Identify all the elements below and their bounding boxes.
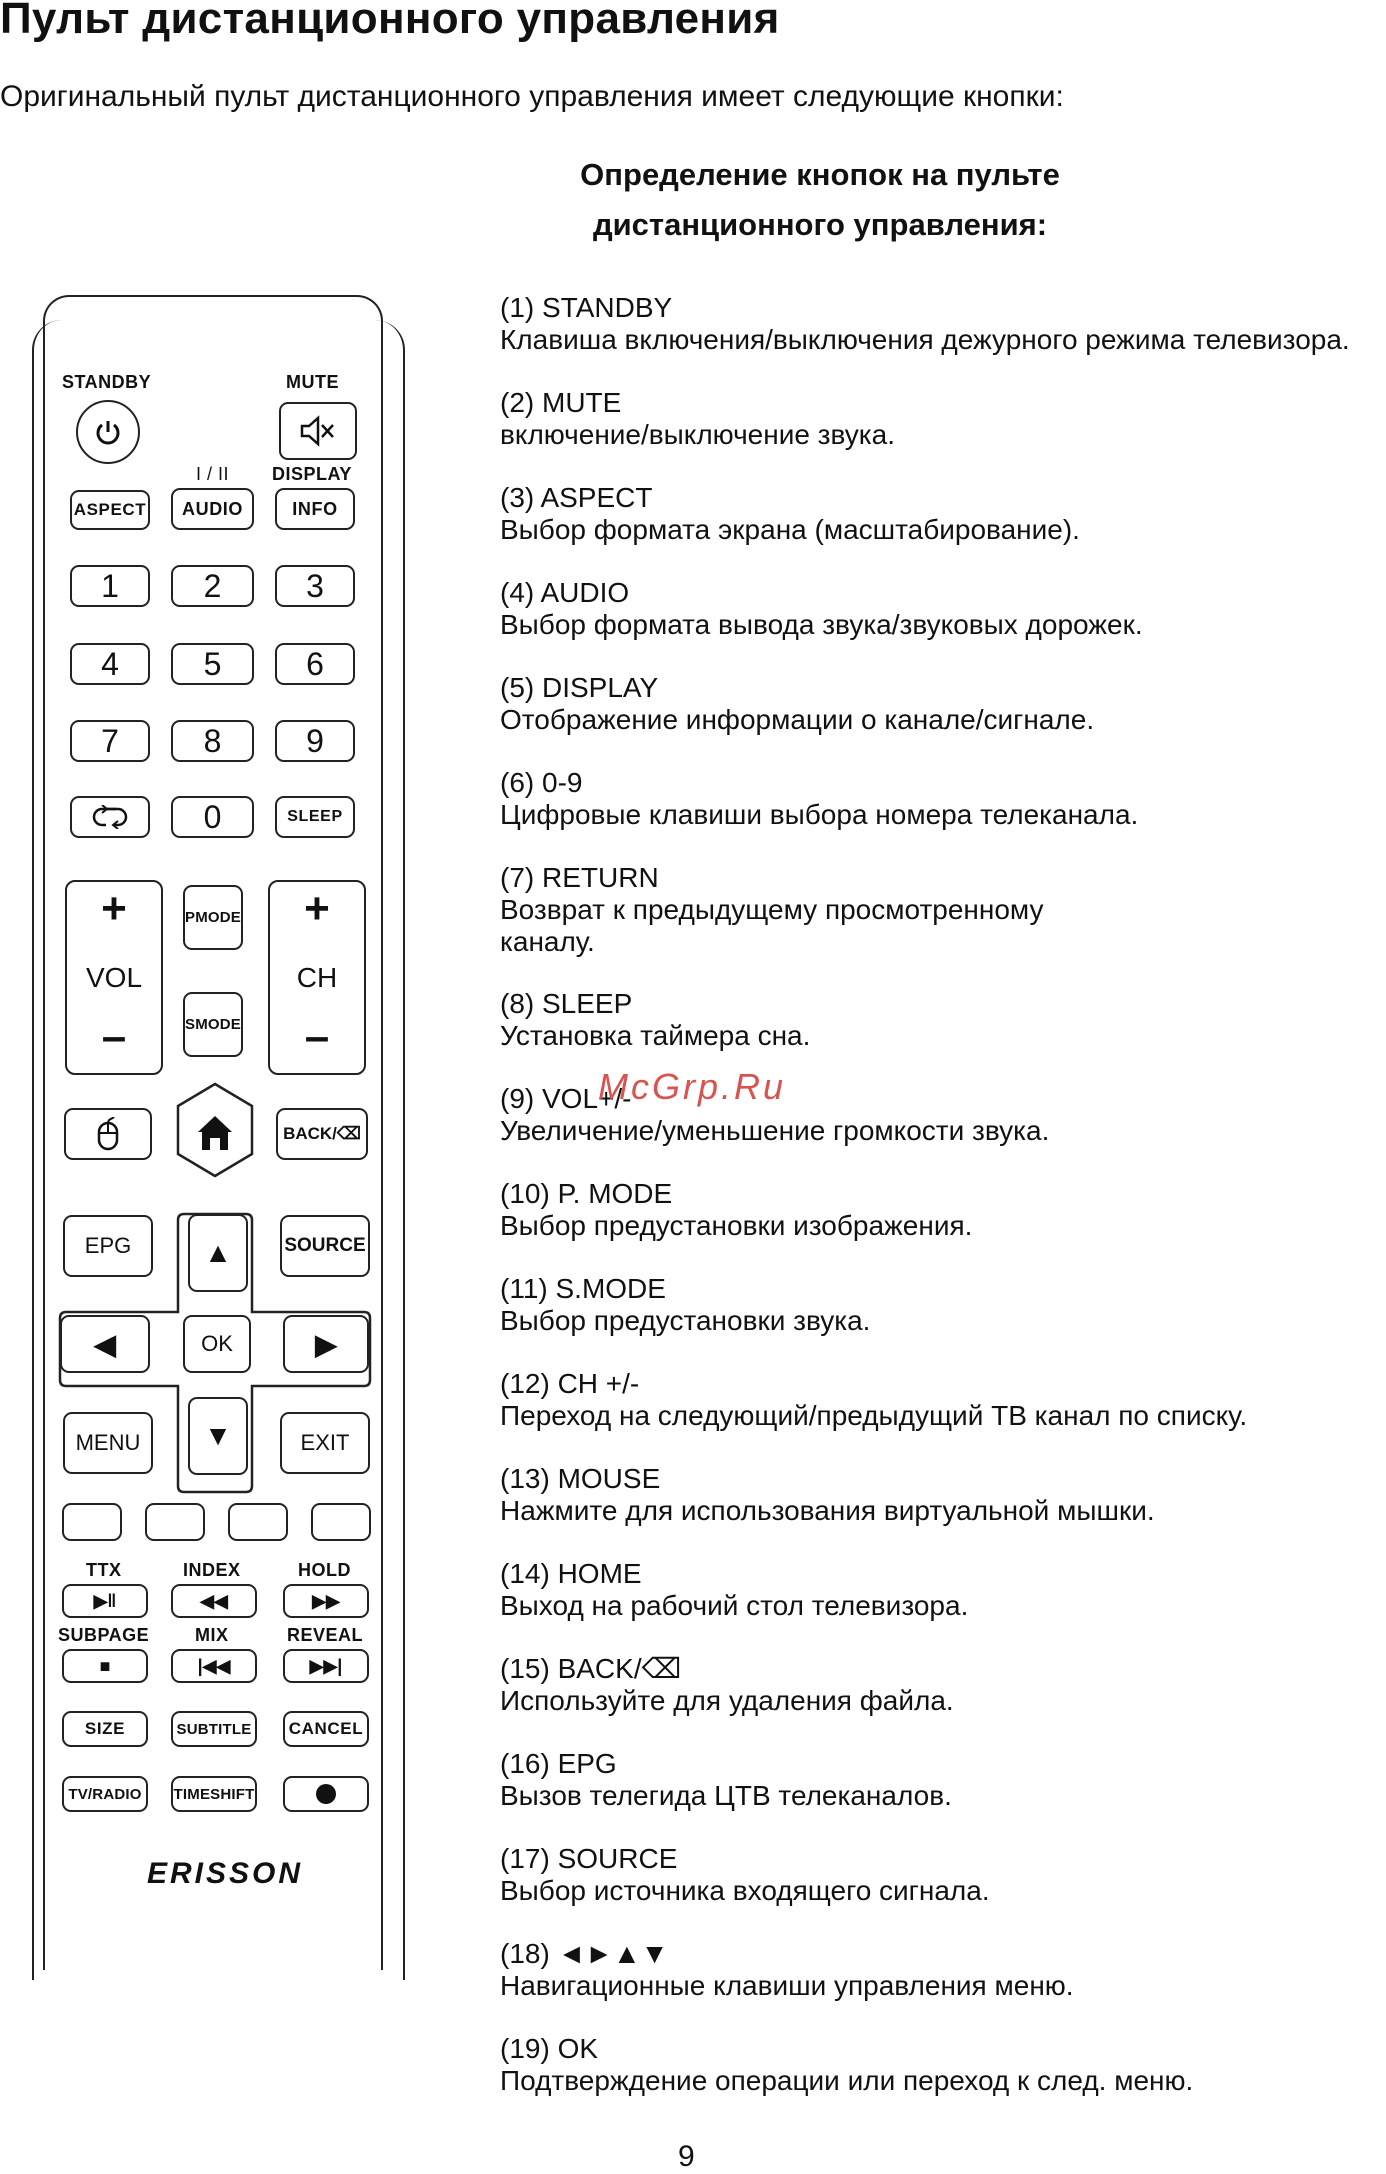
desc-text: Выбор предустановки звука. (500, 1305, 871, 1336)
desc-text: Навигационные клавиши управления меню. (500, 1970, 1074, 2001)
desc-item (500, 862, 1043, 958)
hold-label: HOLD (298, 1560, 351, 1580)
vol-label: VOL (85, 962, 143, 993)
display-label: DISPLAY (272, 464, 352, 484)
desc-text: Вызов телегида ЦТВ телеканалов. (500, 1780, 952, 1811)
audio-top-label: I / II (196, 464, 230, 484)
desc-item (500, 1748, 952, 1812)
digit-8-button[interactable]: 8 (171, 720, 254, 762)
back-button[interactable]: BACK/⌫ (276, 1108, 368, 1160)
tv-radio-button[interactable]: TV/RADIO (62, 1776, 148, 1812)
desc-item (500, 1843, 990, 1907)
section-heading (500, 150, 1140, 250)
digit-7-button[interactable]: 7 (70, 720, 150, 762)
ttx-button[interactable] (62, 1584, 148, 1618)
desc-text: Используйте для удаления файла. (500, 1685, 954, 1716)
desc-text: Нажмите для использования виртуальной мышки. (500, 1495, 1155, 1526)
index-button[interactable] (171, 1584, 257, 1618)
desc-title: (13) MOUSE (500, 1463, 661, 1494)
left-arrow-icon: ◀ (94, 1328, 116, 1360)
aspect-button[interactable]: ASPECT (70, 490, 150, 530)
standby-label: STANDBY (62, 372, 152, 392)
desc-title: (15) BACK/⌫ (500, 1653, 682, 1684)
stop-icon: ■ (99, 1655, 111, 1676)
exit-button[interactable]: EXIT (280, 1412, 370, 1474)
desc-text: Подтверждение операции или переход к след. меню. (500, 2065, 1194, 2096)
desc-text: Выбор формата вывода звука/звуковых дорожек. (500, 609, 1143, 640)
desc-text: Установка таймера сна. (500, 1020, 811, 1051)
subpage-button[interactable] (62, 1649, 148, 1683)
desc-title: (4) AUDIO (500, 577, 630, 608)
desc-text: Цифровые клавиши выбора номера телеканала. (500, 799, 1139, 830)
desc-title: (19) OK (500, 2033, 599, 2064)
desc-item (500, 672, 1094, 736)
desc-title: (18) ◄►▲▼ (500, 1938, 669, 1969)
ch-label: CH (296, 962, 338, 993)
desc-text: Переход на следующий/предыдущий ТВ канал по списку. (500, 1400, 1248, 1431)
section-heading-line2: дистанционного управления: (592, 207, 1048, 242)
hold-button[interactable] (283, 1584, 369, 1618)
channel-rocker[interactable] (268, 880, 366, 1075)
desc-title: (14) HOME (500, 1558, 642, 1589)
desc-item (500, 1463, 1155, 1527)
epg-button[interactable]: EPG (63, 1215, 153, 1277)
color-button-blue[interactable] (311, 1503, 371, 1541)
up-arrow-icon: ▲ (204, 1237, 232, 1268)
desc-title: (7) RETURN (500, 862, 659, 893)
record-icon (315, 1783, 337, 1805)
mouse-button[interactable] (64, 1108, 152, 1160)
desc-title: (9) VOL+/- (500, 1083, 632, 1114)
up-button[interactable] (188, 1214, 248, 1292)
desc-title: (12) CH +/- (500, 1368, 640, 1399)
mix-label: MIX (195, 1625, 229, 1645)
color-button-red[interactable] (62, 1503, 122, 1541)
watermark: McGrp.Ru (598, 1066, 787, 1107)
desc-title: (1) STANDBY (500, 292, 673, 323)
mute-button[interactable] (279, 402, 357, 460)
menu-button[interactable]: MENU (63, 1412, 153, 1474)
digit-9-button[interactable]: 9 (275, 720, 355, 762)
desc-item (500, 482, 1080, 546)
desc-text: Выход на рабочий стол телевизора. (500, 1590, 969, 1621)
ok-button[interactable]: OK (183, 1315, 251, 1373)
brand-logo: ERISSON (146, 1857, 304, 1890)
desc-item (500, 1178, 972, 1242)
desc-item (500, 1653, 954, 1717)
speaker-mute-icon (298, 415, 338, 447)
right-arrow-icon: ▶ (315, 1328, 337, 1360)
source-button[interactable]: SOURCE (280, 1215, 370, 1277)
desc-item (500, 1273, 870, 1337)
left-button[interactable] (60, 1315, 150, 1373)
right-button[interactable] (283, 1315, 369, 1373)
digit-1-button[interactable]: 1 (70, 565, 150, 607)
color-button-yellow[interactable] (228, 1503, 288, 1541)
digit-2-button[interactable]: 2 (171, 565, 254, 607)
play-pause-icon: ▶‖ (93, 1590, 117, 1611)
timeshift-button[interactable]: TIMESHIFT (171, 1776, 257, 1812)
vol-plus-icon: + (101, 884, 127, 933)
ttx-label: TTX (86, 1560, 122, 1580)
rewind-icon: ◀◀ (200, 1590, 228, 1611)
sleep-button[interactable]: SLEEP (275, 796, 355, 838)
next-icon: ▶▶| (309, 1655, 343, 1676)
desc-item (500, 387, 895, 451)
digit-4-button[interactable]: 4 (70, 643, 150, 685)
desc-title: (5) DISPLAY (500, 672, 659, 703)
standby-button[interactable] (76, 400, 140, 464)
reveal-button[interactable] (283, 1649, 369, 1683)
index-label: INDEX (183, 1560, 241, 1580)
home-icon (176, 1082, 254, 1178)
intro-text: Оригинальный пульт дистанционного управления имеет следующие кнопки: (0, 80, 1064, 113)
desc-title: (16) EPG (500, 1748, 617, 1779)
desc-text: включение/выключение звука. (500, 419, 895, 450)
desc-text: Клавиша включения/выключения дежурного режима телевизора. (500, 324, 1350, 355)
desc-item (500, 767, 1138, 831)
desc-title: (3) ASPECT (500, 482, 653, 513)
desc-title: (6) 0-9 (500, 767, 583, 798)
smode-button[interactable]: SMODE (183, 992, 243, 1057)
desc-item (500, 1368, 1247, 1432)
desc-title: (11) S.MODE (500, 1273, 666, 1304)
desc-title: (17) SOURCE (500, 1843, 678, 1874)
mouse-icon (96, 1117, 120, 1151)
home-button[interactable] (176, 1082, 254, 1178)
record-button[interactable] (283, 1776, 369, 1812)
power-icon (93, 417, 123, 447)
desc-item (500, 2033, 1193, 2097)
page-number: 9 (678, 2140, 695, 2173)
digit-3-button[interactable]: 3 (275, 565, 355, 607)
info-button[interactable]: INFO (275, 488, 355, 530)
cancel-button[interactable]: CANCEL (283, 1711, 369, 1747)
desc-title: (8) SLEEP (500, 988, 633, 1019)
section-heading-line1: Определение кнопок на пульте (580, 157, 1060, 192)
volume-rocker[interactable] (65, 880, 163, 1075)
previous-icon: |◀◀ (197, 1655, 231, 1676)
desc-item (500, 1558, 968, 1622)
audio-button[interactable]: AUDIO (171, 488, 254, 530)
digit-5-button[interactable]: 5 (171, 643, 254, 685)
desc-title: (2) MUTE (500, 387, 622, 418)
desc-title: (10) P. MODE (500, 1178, 673, 1209)
desc-item (500, 1938, 1074, 2002)
fast-forward-icon: ▶▶ (312, 1590, 340, 1611)
size-button[interactable]: SIZE (62, 1711, 148, 1747)
pmode-button[interactable]: PMODE (183, 885, 243, 950)
down-arrow-icon: ▼ (204, 1420, 232, 1451)
vol-minus-icon: – (101, 1012, 127, 1061)
desc-item (500, 577, 1143, 641)
desc-text: Увеличение/уменьшение громкости звука. (500, 1115, 1050, 1146)
return-button[interactable] (70, 796, 150, 838)
reveal-label: REVEAL (287, 1625, 364, 1645)
desc-text: Возврат к предыдущему просмотренному каналу. (500, 894, 1044, 957)
desc-text: Выбор предустановки изображения. (500, 1210, 973, 1241)
digit-0-button[interactable]: 0 (171, 796, 254, 838)
page-title: Пульт дистанционного управления (0, 0, 780, 43)
down-button[interactable] (188, 1397, 248, 1475)
ch-plus-icon: + (304, 884, 330, 933)
desc-text: Отображение информации о канале/сигнале. (500, 704, 1095, 735)
desc-text: Выбор источника входящего сигнала. (500, 1875, 990, 1906)
subpage-label: SUBPAGE (58, 1625, 150, 1645)
subtitle-button[interactable]: SUBTITLE (171, 1711, 257, 1747)
desc-item (500, 988, 810, 1052)
desc-item (500, 292, 1350, 356)
desc-text: Выбор формата экрана (масштабирование). (500, 514, 1080, 545)
mix-button[interactable] (171, 1649, 257, 1683)
digit-6-button[interactable]: 6 (275, 643, 355, 685)
return-icon (90, 805, 130, 829)
mute-label: MUTE (286, 372, 339, 392)
color-button-green[interactable] (145, 1503, 205, 1541)
ch-minus-icon: – (304, 1012, 330, 1061)
